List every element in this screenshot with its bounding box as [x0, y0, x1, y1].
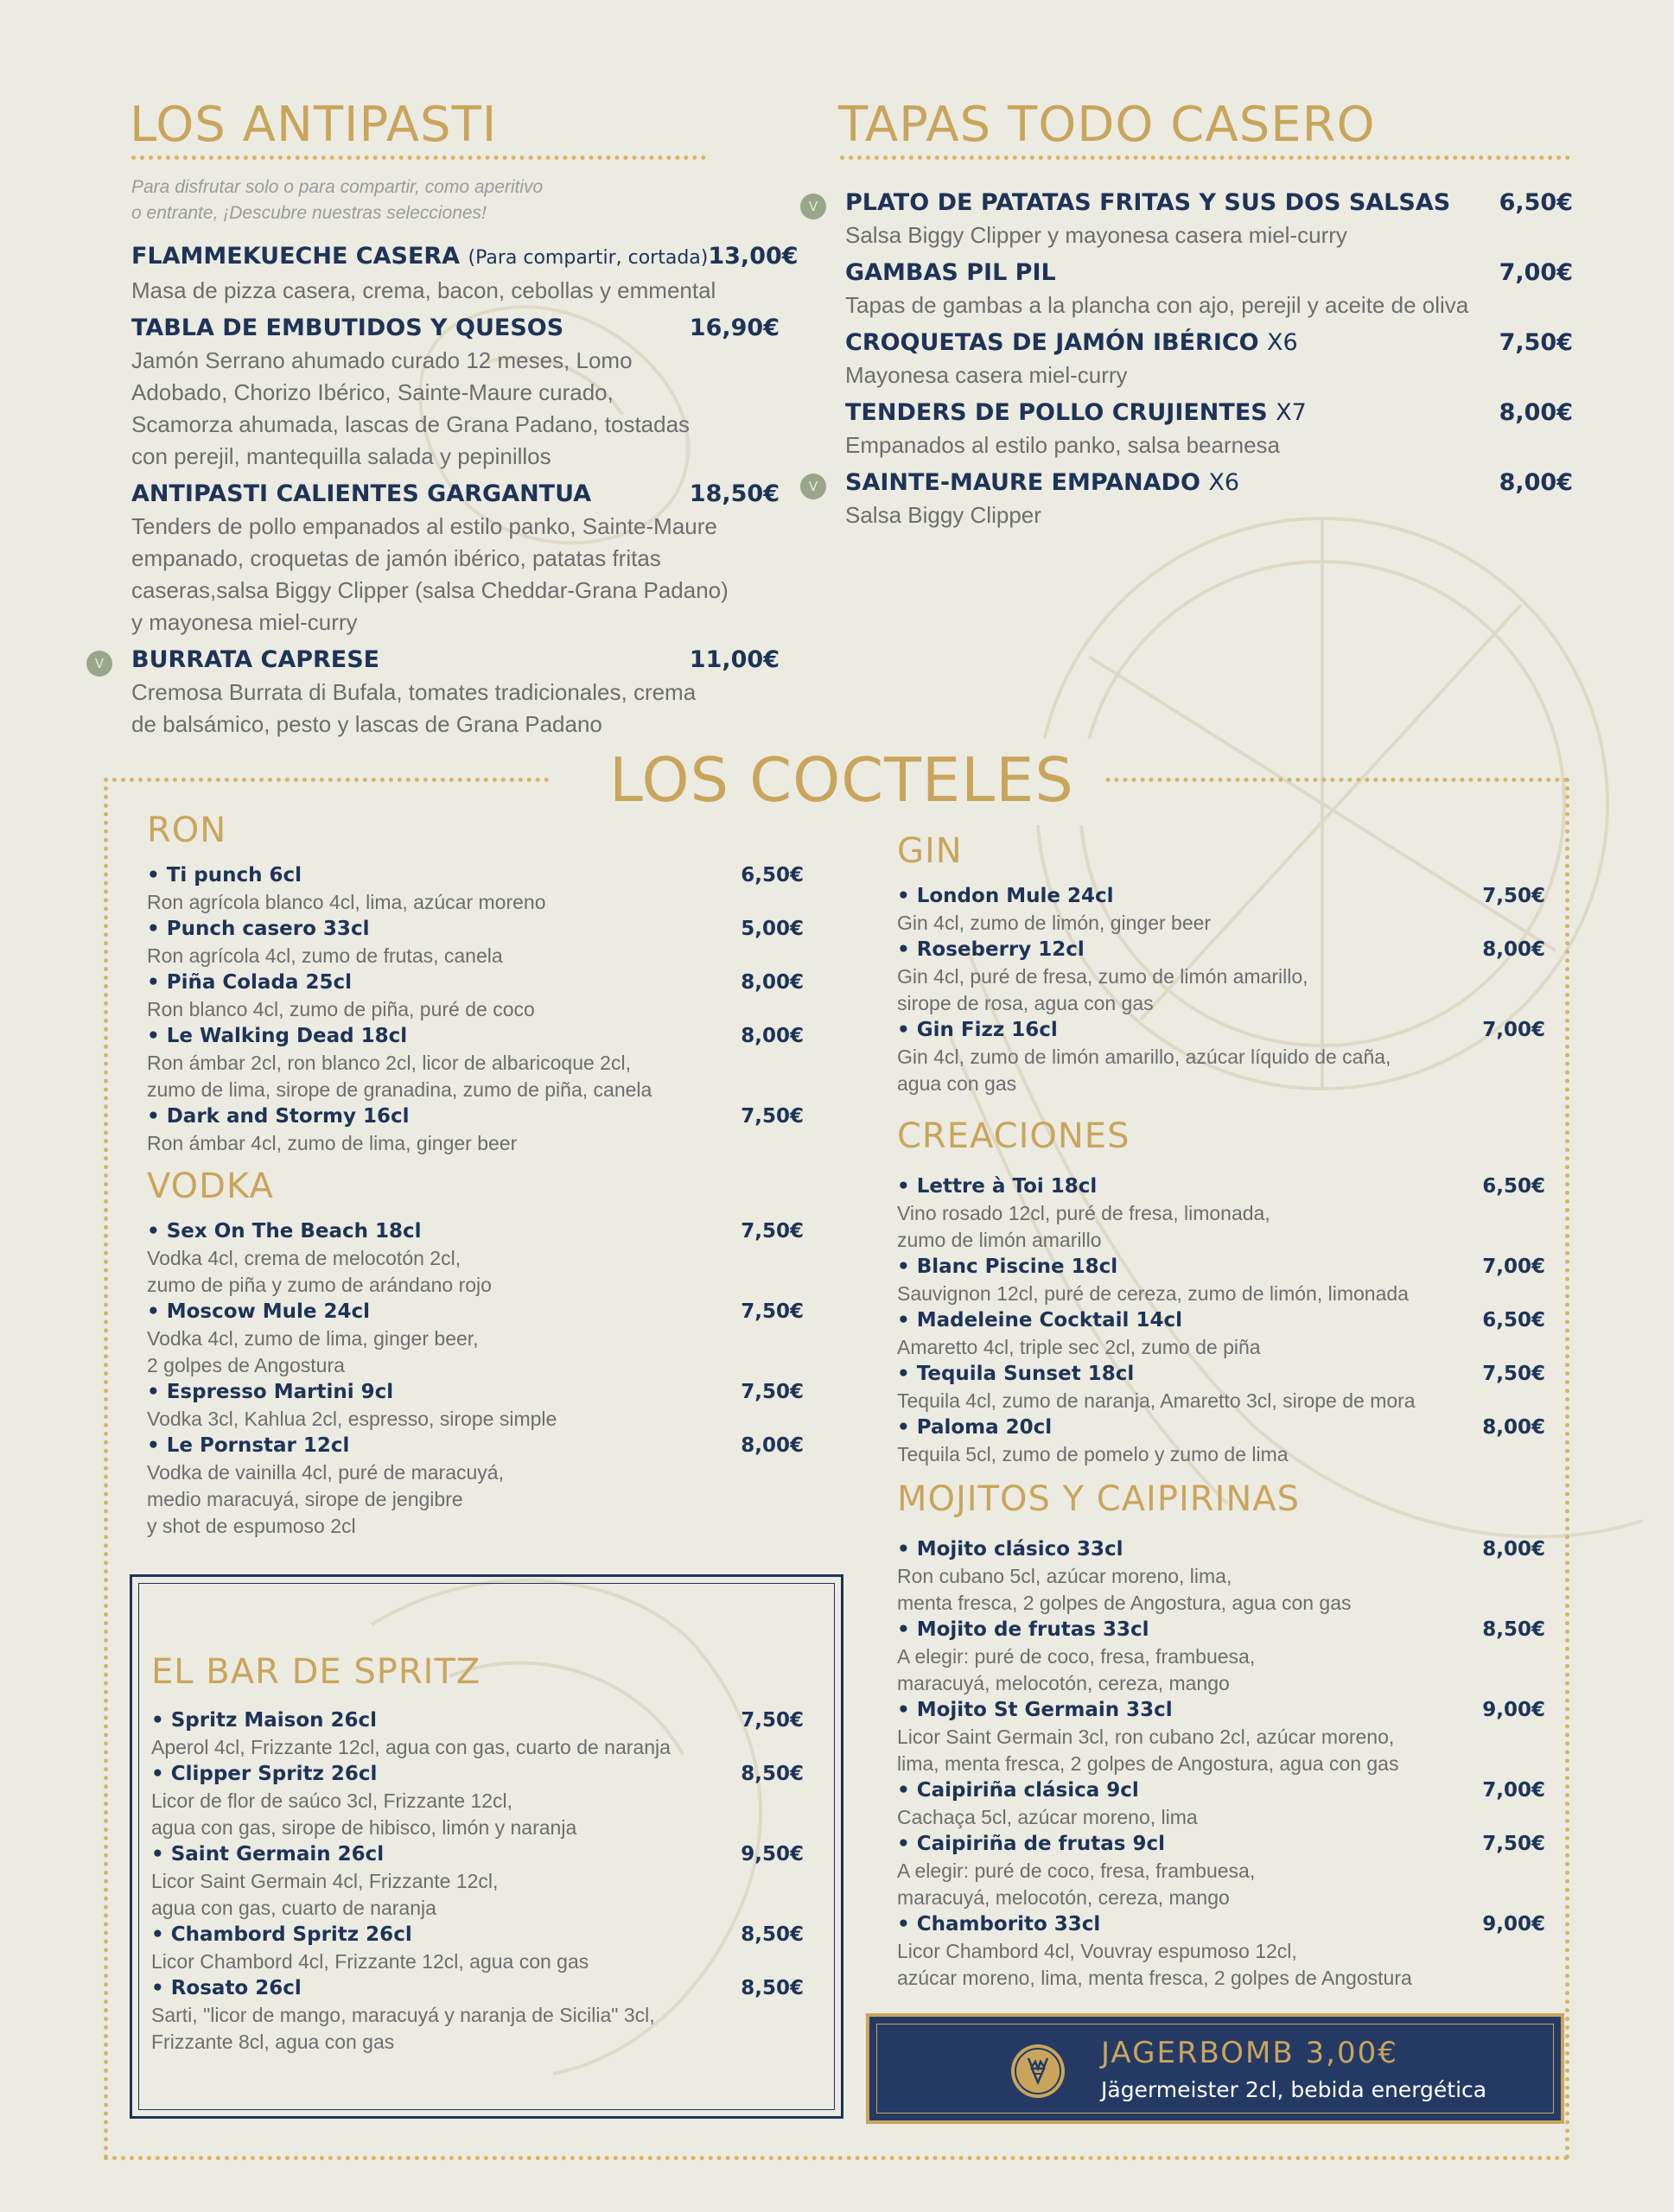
cocktail-price: 8,50€ — [741, 1923, 804, 1946]
tapas-list — [808, 187, 1573, 537]
desc-line: agua con gas, cuarto de naranja — [151, 1897, 436, 1919]
cocktail-price: 8,50€ — [741, 1977, 804, 1999]
cocktail-item — [147, 1379, 804, 1433]
desc-line: A elegir: puré de coco, fresa, frambuesa, — [897, 1859, 1256, 1882]
cocktail-price: 7,50€ — [741, 1709, 804, 1732]
cocktail-price: 9,50€ — [741, 1843, 804, 1866]
desc-line: y shot de espumoso 2cl — [147, 1515, 356, 1537]
item-description — [131, 275, 780, 307]
veg-badge-icon: V — [86, 651, 112, 677]
cocktail-item — [147, 862, 804, 916]
cocktail-description — [147, 1050, 804, 1103]
desc-line: con perejil, mantequilla salada y pepinillos — [131, 443, 551, 469]
antipasti-intro — [131, 175, 650, 226]
cocktail-description — [897, 1804, 1545, 1831]
desc-line: Empanados al estilo panko, salsa bearnesa — [845, 432, 1280, 458]
cocktail-item — [147, 1023, 804, 1103]
cocktail-description — [897, 1563, 1545, 1617]
ron-list — [147, 862, 804, 1157]
cocktail-description — [147, 1406, 804, 1433]
desc-line: Ron agrícola blanco 4cl, lima, azúcar moreno — [147, 891, 546, 913]
veg-badge-icon: V — [800, 194, 826, 219]
cocktail-price: 7,50€ — [741, 1105, 804, 1128]
item-name-text: SAINTE-MAURE EMPANADO — [845, 469, 1200, 496]
cocktail-name: • Caipiriña clásica 9cl — [897, 1777, 1139, 1804]
item-name — [845, 397, 1307, 429]
cocktail-description — [147, 943, 804, 969]
desc-line: agua con gas — [897, 1072, 1017, 1095]
menu-item — [845, 397, 1573, 461]
item-price: 7,00€ — [1499, 259, 1573, 286]
menu-item — [845, 327, 1573, 391]
cocktail-price: 8,00€ — [741, 1434, 804, 1457]
desc-line: maracuyá, melocotón, cereza, mango — [897, 1672, 1230, 1694]
cocktail-price: 6,50€ — [1482, 1309, 1545, 1332]
desc-line: Vodka 4cl, zumo de lima, ginger beer, — [147, 1327, 479, 1350]
menu-item — [808, 187, 1573, 251]
desc-line: Ron agrícola 4cl, zumo de frutas, canela — [147, 944, 503, 967]
cocktail-item — [151, 1922, 804, 1975]
desc-line: Ron blanco 4cl, zumo de piña, puré de coco — [147, 998, 535, 1020]
item-qty: X6 — [1267, 329, 1298, 356]
cocktail-name: • Punch casero 33cl — [147, 916, 369, 943]
cocktail-item — [897, 937, 1545, 1017]
cocktail-item — [147, 969, 804, 1023]
item-description — [845, 219, 1573, 251]
cocktail-item — [897, 1536, 1545, 1617]
cocktail-price: 8,00€ — [741, 1025, 804, 1047]
spritz-title: EL BAR DE SPRITZ — [151, 1652, 481, 1692]
desc-line: zumo de limón amarillo — [897, 1229, 1102, 1251]
item-note: (Para compartir, cortada) — [468, 247, 709, 269]
item-name: BURRATA CAPRESE — [131, 646, 380, 673]
desc-line: Gin 4cl, zumo de limón, ginger beer — [897, 912, 1212, 934]
desc-line: Licor Saint Germain 4cl, Frizzante 12cl, — [151, 1870, 499, 1892]
item-price: 16,90€ — [689, 315, 780, 341]
cocktail-price: 7,50€ — [1482, 1363, 1545, 1385]
cocktail-description — [147, 889, 804, 916]
cocktail-item — [897, 883, 1545, 937]
cocktail-description — [897, 1334, 1545, 1361]
item-description — [845, 499, 1573, 531]
mojitos-title: MOJITOS Y CAIPIRINAS — [897, 1479, 1301, 1519]
cocktail-item — [897, 1307, 1545, 1361]
cocktail-item — [897, 1414, 1545, 1468]
cocktail-item — [151, 1975, 804, 2056]
desc-line: lima, menta fresca, 2 golpes de Angostura, agua con gas — [897, 1752, 1399, 1775]
vodka-list — [147, 1218, 804, 1540]
jagerbomb-description: Jägermeister 2cl, bebida energética — [1101, 2077, 1487, 2102]
desc-line: Tequila 5cl, zumo de pomelo y zumo de lima — [897, 1443, 1289, 1465]
antipasti-list — [94, 240, 799, 746]
desc-line: Salsa Biggy Clipper y mayonesa casera miel-curry — [845, 222, 1347, 248]
cocktail-item — [897, 1831, 1545, 1911]
cocktail-name: • Le Pornstar 12cl — [147, 1433, 349, 1459]
cocktail-description — [897, 1643, 1545, 1697]
cocktail-name: • Clipper Spritz 26cl — [151, 1761, 377, 1788]
cocktail-description — [151, 1734, 804, 1761]
item-description — [845, 429, 1573, 461]
cocktail-description — [151, 2002, 804, 2056]
desc-line: Gin 4cl, zumo de limón amarillo, azúcar líquido de caña, — [897, 1046, 1391, 1068]
cocktail-item — [147, 916, 804, 969]
cocktail-name: • Le Walking Dead 18cl — [147, 1023, 407, 1050]
vodka-title: VODKA — [147, 1166, 274, 1206]
cocktail-description — [147, 1245, 804, 1299]
desc-line: Salsa Biggy Clipper — [845, 502, 1041, 528]
cocktail-name: • Paloma 20cl — [897, 1414, 1052, 1441]
cocktail-name: • Espresso Martini 9cl — [147, 1379, 393, 1406]
desc-line: de balsámico, pesto y lascas de Grana Padano — [131, 711, 602, 737]
item-name-text: FLAMMEKUECHE CASERA — [131, 243, 461, 270]
item-price: 8,00€ — [1499, 469, 1573, 496]
cocktail-item — [147, 1433, 804, 1540]
cocktail-description — [151, 1788, 804, 1841]
cocktail-price: 8,00€ — [741, 971, 804, 994]
desc-line: Tenders de pollo empanados al estilo panko, Sainte-Maure — [131, 513, 717, 539]
cocktail-name: • Piña Colada 25cl — [147, 969, 352, 996]
cocktail-description — [147, 1325, 804, 1379]
cocktail-name: • London Mule 24cl — [897, 883, 1113, 910]
antipasti-divider — [131, 156, 706, 160]
cocktail-price: 7,50€ — [1482, 885, 1545, 907]
desc-line: Vodka 4cl, crema de melocotón 2cl, — [147, 1247, 461, 1269]
cocktail-name: • Chamborito 33cl — [897, 1911, 1100, 1938]
item-qty: X7 — [1276, 399, 1307, 426]
item-price: 7,50€ — [1499, 329, 1573, 356]
desc-line: azúcar moreno, lima, menta fresca, 2 golpes de Angostura — [897, 1967, 1412, 1989]
desc-line: Sauvignon 12cl, puré de cereza, zumo de limón, limonada — [897, 1282, 1409, 1305]
cocktail-name: • Ti punch 6cl — [147, 862, 302, 889]
desc-line: Cachaça 5cl, azúcar moreno, lima — [897, 1806, 1198, 1828]
desc-line: Vino rosado 12cl, puré de fresa, limonada, — [897, 1202, 1270, 1224]
desc-line: caseras,salsa Biggy Clipper (salsa Cheddar-Grana Padano) — [131, 577, 729, 603]
desc-line: Licor Chambord 4cl, Frizzante 12cl, agua con gas — [151, 1950, 589, 1973]
cocktail-item — [897, 1697, 1545, 1777]
cocktail-name: • Blanc Piscine 18cl — [897, 1254, 1117, 1281]
tapas-title: TAPAS TODO CASERO — [838, 97, 1376, 153]
cocktail-price: 5,00€ — [741, 918, 804, 940]
creaciones-title: CREACIONES — [897, 1116, 1130, 1156]
jagermeister-stag-logo — [1009, 2043, 1066, 2100]
menu-item — [808, 467, 1573, 531]
desc-line: y mayonesa miel-curry — [131, 609, 358, 635]
cocktail-name: • Caipiriña de frutas 9cl — [897, 1831, 1165, 1858]
cocktail-price: 8,50€ — [1482, 1618, 1545, 1641]
desc-line: A elegir: puré de coco, fresa, frambuesa, — [897, 1645, 1256, 1668]
veg-badge-icon: V — [800, 474, 826, 499]
cocktail-description — [897, 1200, 1545, 1254]
spritz-list — [151, 1707, 804, 2056]
desc-line: Amaretto 4cl, triple sec 2cl, zumo de piña — [897, 1336, 1261, 1358]
desc-line: Ron cubano 5cl, azúcar moreno, lima, — [897, 1565, 1232, 1587]
item-name — [845, 467, 1239, 499]
item-description — [131, 677, 780, 741]
desc-line: Licor Saint Germain 3cl, ron cubano 2cl, azúcar moreno, — [897, 1726, 1395, 1748]
item-price: 18,50€ — [689, 480, 780, 507]
desc-line: maracuyá, melocotón, cereza, mango — [897, 1886, 1230, 1909]
item-name: PLATO DE PATATAS FRITAS Y SUS DOS SALSAS — [845, 189, 1451, 216]
cocktail-name: • Rosato 26cl — [151, 1975, 302, 2002]
cocktail-name: • Dark and Stormy 16cl — [147, 1103, 410, 1130]
cocktail-name: • Tequila Sunset 18cl — [897, 1361, 1134, 1388]
cocktail-item — [151, 1707, 804, 1761]
menu-item — [845, 257, 1573, 321]
item-name — [845, 327, 1298, 359]
desc-line: zumo de piña y zumo de arándano rojo — [147, 1274, 492, 1296]
cocktail-name: • Roseberry 12cl — [897, 937, 1085, 963]
desc-line: Licor de flor de saúco 3cl, Frizzante 12cl, — [151, 1789, 513, 1812]
desc-line: Frizzante 8cl, agua con gas — [151, 2031, 395, 2053]
tapas-divider — [840, 156, 1570, 160]
cocktail-description — [897, 1724, 1545, 1777]
desc-line: sirope de rosa, agua con gas — [897, 992, 1154, 1014]
cocktail-item — [897, 1173, 1545, 1254]
desc-line: Vodka de vainilla 4cl, puré de maracuyá, — [147, 1461, 504, 1484]
item-description — [845, 289, 1573, 321]
desc-line: empanado, croquetas de jamón ibérico, patatas fritas — [131, 545, 661, 571]
desc-line: Ron ámbar 2cl, ron blanco 2cl, licor de albaricoque 2cl, — [147, 1052, 631, 1074]
cocktail-description — [897, 1938, 1545, 1992]
cocktail-name: • Mojito St Germain 33cl — [897, 1697, 1173, 1724]
antipasti-intro-line2: o entrante, ¡Descubre nuestras selecciones! — [131, 203, 487, 223]
cocteles-title: LOS COCTELES — [609, 745, 1074, 816]
item-name: ANTIPASTI CALIENTES GARGANTUA — [131, 480, 592, 507]
desc-line: Sarti, "licor de mango, maracuyá y naranja de Sicilia" 3cl, — [151, 2004, 655, 2026]
item-description — [131, 511, 780, 639]
cocktail-description — [897, 1388, 1545, 1414]
cocktail-item — [147, 1103, 804, 1157]
cocktail-name: • Chambord Spritz 26cl — [151, 1922, 412, 1948]
item-description — [845, 359, 1573, 391]
cocktail-description — [147, 996, 804, 1023]
item-name-text: TENDERS DE POLLO CRUJIENTES — [845, 399, 1268, 426]
cocktail-price: 7,50€ — [741, 1381, 804, 1403]
cocktail-name: • Mojito clásico 33cl — [897, 1536, 1123, 1563]
desc-line: Scamorza ahumada, lascas de Grana Padano, tostadas — [131, 411, 691, 437]
desc-line: Cremosa Burrata di Bufala, tomates tradicionales, crema — [131, 679, 697, 705]
cocktail-item — [147, 1299, 804, 1379]
cocktail-name: • Mojito de frutas 33cl — [897, 1617, 1149, 1643]
cocktail-description — [897, 910, 1545, 937]
cocktail-item — [151, 1761, 804, 1841]
cocktail-price: 8,00€ — [1482, 1416, 1545, 1439]
antipasti-intro-line1: Para disfrutar solo o para compartir, como aperitivo — [131, 177, 544, 197]
cocktail-item — [151, 1841, 804, 1922]
cocktail-price: 9,00€ — [1482, 1699, 1545, 1721]
desc-line: medio maracuyá, sirope de jengibre — [147, 1488, 463, 1510]
desc-line: Aperol 4cl, Frizzante 12cl, agua con gas, cuarto de naranja — [151, 1736, 671, 1758]
menu-item — [131, 240, 799, 307]
cocktail-description — [151, 1948, 804, 1975]
desc-line: Gin 4cl, puré de fresa, zumo de limón amarillo, — [897, 965, 1308, 988]
cocktail-name: • Gin Fizz 16cl — [897, 1017, 1058, 1044]
cocktail-item — [897, 1254, 1545, 1307]
desc-line: agua con gas, sirope de hibisco, limón y naranja — [151, 1816, 577, 1839]
cocktail-price: 8,00€ — [1482, 1538, 1545, 1560]
menu-item — [131, 312, 780, 473]
desc-line: Licor Chambord 4cl, Vouvray espumoso 12cl, — [897, 1940, 1297, 1962]
item-description — [131, 345, 780, 473]
cocktail-description — [897, 1441, 1545, 1468]
cocktail-description — [897, 1281, 1545, 1307]
cocktail-description — [151, 1868, 804, 1922]
cocktail-name: • Lettre à Toi 18cl — [897, 1173, 1097, 1200]
creaciones-list — [897, 1173, 1545, 1468]
cocktail-name: • Moscow Mule 24cl — [147, 1299, 370, 1325]
desc-line: Masa de pizza casera, crema, bacon, cebollas y emmental — [131, 277, 716, 303]
item-price: 13,00€ — [708, 243, 799, 270]
desc-line: Tequila 4cl, zumo de naranja, Amaretto 3cl, sirope de mora — [897, 1389, 1416, 1412]
mojitos-list — [897, 1536, 1545, 1992]
cocktail-description — [897, 963, 1545, 1017]
item-price: 8,00€ — [1499, 399, 1573, 426]
desc-line: 2 golpes de Angostura — [147, 1354, 345, 1376]
item-price: 6,50€ — [1499, 189, 1573, 216]
cocktail-price: 7,00€ — [1482, 1779, 1545, 1802]
cocktail-item — [897, 1017, 1545, 1097]
cocktail-item — [897, 1911, 1545, 1992]
cocktail-price: 7,50€ — [1482, 1833, 1545, 1855]
cocktail-name: • Spritz Maison 26cl — [151, 1707, 377, 1734]
item-name — [131, 240, 708, 275]
jagerbomb-banner — [866, 2013, 1564, 2124]
cocktail-item — [897, 1777, 1545, 1831]
item-qty: X6 — [1208, 469, 1240, 496]
item-name: GAMBAS PIL PIL — [845, 259, 1056, 286]
cocktail-item — [897, 1617, 1545, 1697]
cocktail-name: • Saint Germain 26cl — [151, 1841, 384, 1868]
item-name: TABLA DE EMBUTIDOS Y QUESOS — [131, 315, 564, 341]
desc-line: Mayonesa casera miel-curry — [845, 362, 1128, 388]
cocktail-description — [897, 1858, 1545, 1911]
cocktail-description — [147, 1459, 804, 1540]
cocktail-item — [897, 1361, 1545, 1414]
cocktail-price: 6,50€ — [1482, 1175, 1545, 1198]
gin-list — [897, 883, 1545, 1097]
desc-line: Tapas de gambas a la plancha con ajo, perejil y aceite de oliva — [845, 292, 1469, 318]
cocktail-price: 9,00€ — [1482, 1913, 1545, 1936]
menu-item — [131, 478, 780, 639]
desc-line: Adobado, Chorizo Ibérico, Sainte-Maure curado, — [131, 379, 614, 405]
desc-line: zumo de lima, sirope de granadina, zumo de piña, canela — [147, 1078, 652, 1101]
cocktail-price: 7,50€ — [741, 1300, 804, 1323]
cocktail-description — [147, 1130, 804, 1157]
cocktail-price: 8,00€ — [1482, 938, 1545, 961]
cocktail-item — [147, 1218, 804, 1299]
desc-line: Jamón Serrano ahumado curado 12 meses, Lomo — [131, 347, 633, 373]
antipasti-title: LOS ANTIPASTI — [130, 97, 498, 153]
cocktail-price: 7,00€ — [1482, 1019, 1545, 1041]
item-price: 11,00€ — [689, 646, 780, 673]
jagerbomb-title: JAGERBOMB 3,00€ — [1101, 2036, 1398, 2070]
cocktail-name: • Sex On The Beach 18cl — [147, 1218, 422, 1245]
desc-line: Ron ámbar 4cl, zumo de lima, ginger beer — [147, 1132, 518, 1154]
cocktail-description — [897, 1044, 1545, 1097]
cocktail-name: • Madeleine Cocktail 14cl — [897, 1307, 1182, 1334]
cocktail-price: 6,50€ — [741, 864, 804, 887]
cocktail-price: 7,50€ — [741, 1220, 804, 1243]
menu-item — [94, 644, 780, 741]
gin-title: GIN — [897, 831, 963, 871]
cocktail-price: 7,00€ — [1482, 1255, 1545, 1278]
desc-line: menta fresca, 2 golpes de Angostura, agua con gas — [897, 1592, 1352, 1614]
ron-title: RON — [147, 810, 227, 850]
cocktail-price: 8,50€ — [741, 1763, 804, 1785]
item-name-text: CROQUETAS DE JAMÓN IBÉRICO — [845, 329, 1259, 356]
desc-line: Vodka 3cl, Kahlua 2cl, espresso, sirope simple — [147, 1408, 557, 1430]
